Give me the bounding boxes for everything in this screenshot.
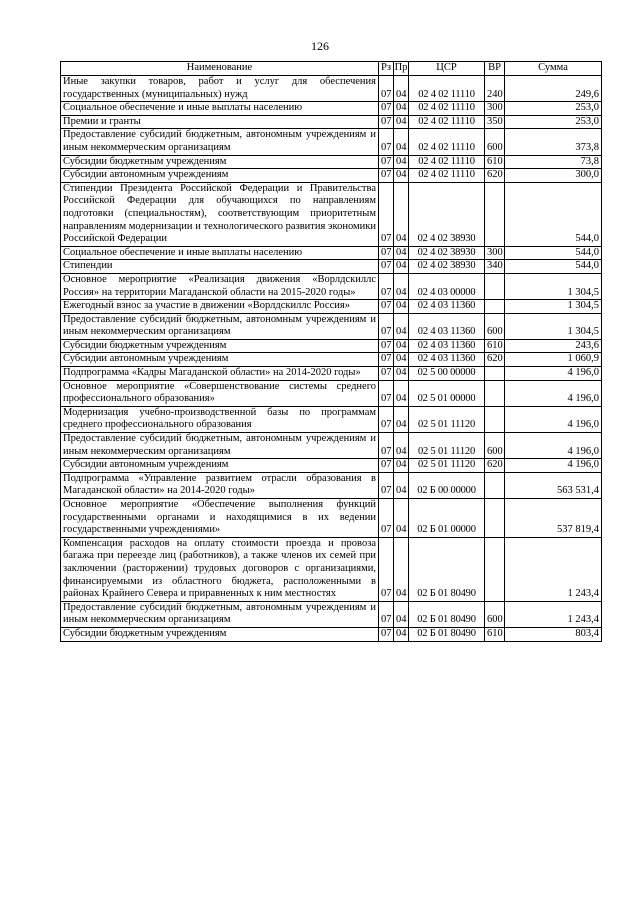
cell-rz: 07 <box>379 129 394 155</box>
cell-pr: 04 <box>394 537 409 601</box>
cell-name: Основное мероприятие «Обеспечение выполнения функций государственными органами и находящимися в их ведении государственными учреждениями» <box>61 499 379 538</box>
cell-pr: 04 <box>394 459 409 473</box>
budget-table <box>60 61 602 642</box>
cell-name: Предоставление субсидий бюджетным, автономным учреждениям и иным некоммерческим организациям <box>61 433 379 459</box>
table-row <box>61 601 602 627</box>
cell-csr: 02 5 00 00000 <box>409 367 485 381</box>
cell-pr: 04 <box>394 129 409 155</box>
cell-rz: 07 <box>379 601 394 627</box>
cell-name: Субсидии автономным учреждениям <box>61 169 379 183</box>
table-row <box>61 380 602 406</box>
header-rz: Рз <box>379 62 394 76</box>
cell-pr: 04 <box>394 380 409 406</box>
cell-sum: 4 196,0 <box>505 380 602 406</box>
cell-name: Предоставление субсидий бюджетным, автономным учреждениям и иным некоммерческим организациям <box>61 313 379 339</box>
cell-name: Субсидии бюджетным учреждениям <box>61 339 379 353</box>
cell-vr <box>485 406 505 432</box>
cell-vr: 610 <box>485 627 505 641</box>
cell-sum: 1 304,5 <box>505 313 602 339</box>
cell-rz: 07 <box>379 627 394 641</box>
table-row <box>61 76 602 102</box>
cell-csr: 02 4 03 11360 <box>409 313 485 339</box>
cell-csr: 02 4 02 11110 <box>409 155 485 169</box>
cell-pr: 04 <box>394 601 409 627</box>
table-row <box>61 300 602 314</box>
cell-vr <box>485 367 505 381</box>
cell-rz: 07 <box>379 300 394 314</box>
cell-sum: 544,0 <box>505 260 602 274</box>
cell-rz: 07 <box>379 499 394 538</box>
table-row <box>61 499 602 538</box>
cell-sum: 253,0 <box>505 115 602 129</box>
cell-pr: 04 <box>394 339 409 353</box>
table-row <box>61 433 602 459</box>
cell-vr: 610 <box>485 155 505 169</box>
cell-sum: 373,8 <box>505 129 602 155</box>
table-row <box>61 353 602 367</box>
cell-pr: 04 <box>394 353 409 367</box>
cell-vr: 600 <box>485 601 505 627</box>
table-row <box>61 472 602 498</box>
table-row <box>61 102 602 116</box>
table-row <box>61 169 602 183</box>
cell-name: Субсидии автономным учреждениям <box>61 353 379 367</box>
cell-vr: 620 <box>485 169 505 183</box>
cell-rz: 07 <box>379 115 394 129</box>
cell-vr: 240 <box>485 76 505 102</box>
cell-rz: 07 <box>379 76 394 102</box>
cell-pr: 04 <box>394 155 409 169</box>
cell-vr <box>485 182 505 246</box>
table-row <box>61 260 602 274</box>
cell-csr: 02 4 02 11110 <box>409 76 485 102</box>
cell-csr: 02 4 02 11110 <box>409 115 485 129</box>
cell-sum: 4 196,0 <box>505 406 602 432</box>
cell-vr: 610 <box>485 339 505 353</box>
cell-vr <box>485 472 505 498</box>
cell-pr: 04 <box>394 367 409 381</box>
cell-name: Премии и гранты <box>61 115 379 129</box>
cell-pr: 04 <box>394 433 409 459</box>
cell-csr: 02 5 01 00000 <box>409 380 485 406</box>
cell-name: Субсидии бюджетным учреждениям <box>61 155 379 169</box>
cell-sum: 243,6 <box>505 339 602 353</box>
cell-csr: 02 4 03 11360 <box>409 300 485 314</box>
cell-rz: 07 <box>379 246 394 260</box>
cell-name: Социальное обеспечение и иные выплаты населению <box>61 246 379 260</box>
cell-rz: 07 <box>379 313 394 339</box>
cell-pr: 04 <box>394 169 409 183</box>
cell-pr: 04 <box>394 102 409 116</box>
cell-rz: 07 <box>379 102 394 116</box>
cell-sum: 253,0 <box>505 102 602 116</box>
cell-pr: 04 <box>394 499 409 538</box>
cell-vr <box>485 537 505 601</box>
cell-csr: 02 5 01 11120 <box>409 433 485 459</box>
cell-csr: 02 4 03 00000 <box>409 273 485 299</box>
cell-name: Предоставление субсидий бюджетным, автономным учреждениям и иным некоммерческим организациям <box>61 601 379 627</box>
cell-sum: 544,0 <box>505 182 602 246</box>
cell-pr: 04 <box>394 406 409 432</box>
cell-pr: 04 <box>394 246 409 260</box>
cell-vr: 340 <box>485 260 505 274</box>
cell-vr: 600 <box>485 129 505 155</box>
cell-csr: 02 5 01 11120 <box>409 459 485 473</box>
table-row <box>61 459 602 473</box>
cell-vr: 350 <box>485 115 505 129</box>
cell-rz: 07 <box>379 406 394 432</box>
cell-rz: 07 <box>379 155 394 169</box>
cell-csr: 02 Б 01 00000 <box>409 499 485 538</box>
cell-name: Ежегодный взнос за участие в движении «Ворлдскиллс Россия» <box>61 300 379 314</box>
cell-sum: 1 304,5 <box>505 300 602 314</box>
cell-csr: 02 4 03 11360 <box>409 353 485 367</box>
cell-csr: 02 4 02 38930 <box>409 260 485 274</box>
cell-csr: 02 4 03 11360 <box>409 339 485 353</box>
cell-sum: 4 196,0 <box>505 459 602 473</box>
cell-vr <box>485 380 505 406</box>
table-row <box>61 537 602 601</box>
cell-name: Субсидии бюджетным учреждениям <box>61 627 379 641</box>
header-pr: Пр <box>394 62 409 76</box>
cell-pr: 04 <box>394 627 409 641</box>
cell-name: Иные закупки товаров, работ и услуг для обеспечения государственных (муниципальных) нужд <box>61 76 379 102</box>
cell-sum: 1 060,9 <box>505 353 602 367</box>
cell-sum: 1 243,4 <box>505 601 602 627</box>
cell-sum: 537 819,4 <box>505 499 602 538</box>
cell-vr: 600 <box>485 433 505 459</box>
cell-pr: 04 <box>394 76 409 102</box>
cell-vr: 300 <box>485 102 505 116</box>
header-vr: ВР <box>485 62 505 76</box>
cell-sum: 73,8 <box>505 155 602 169</box>
page-number: 126 <box>311 39 329 53</box>
cell-sum: 544,0 <box>505 246 602 260</box>
cell-csr: 02 4 02 38930 <box>409 182 485 246</box>
cell-sum: 4 196,0 <box>505 433 602 459</box>
table-row <box>61 273 602 299</box>
cell-name: Подпрограмма «Управление развитием отрасли образования в Магаданской области» на 2014-2020 годы» <box>61 472 379 498</box>
header-csr: ЦСР <box>409 62 485 76</box>
table-row <box>61 115 602 129</box>
cell-vr: 300 <box>485 246 505 260</box>
cell-vr <box>485 300 505 314</box>
cell-rz: 07 <box>379 433 394 459</box>
cell-pr: 04 <box>394 273 409 299</box>
cell-name: Основное мероприятие «Реализация движения «Ворлдскиллс Россия» на территории Магаданской области на 2015-2020 годы» <box>61 273 379 299</box>
table-row <box>61 339 602 353</box>
cell-vr <box>485 273 505 299</box>
cell-csr: 02 Б 01 80490 <box>409 601 485 627</box>
cell-sum: 300,0 <box>505 169 602 183</box>
table-row <box>61 627 602 641</box>
cell-name: Подпрограмма «Кадры Магаданской области» на 2014-2020 годы» <box>61 367 379 381</box>
cell-rz: 07 <box>379 339 394 353</box>
cell-name: Субсидии автономным учреждениям <box>61 459 379 473</box>
cell-pr: 04 <box>394 182 409 246</box>
cell-name: Основное мероприятие «Совершенствование системы среднего профессионального образования» <box>61 380 379 406</box>
cell-csr: 02 4 02 11110 <box>409 102 485 116</box>
cell-csr: 02 Б 01 80490 <box>409 537 485 601</box>
cell-rz: 07 <box>379 353 394 367</box>
table-row <box>61 313 602 339</box>
table-header-row <box>61 62 602 76</box>
cell-csr: 02 5 01 11120 <box>409 406 485 432</box>
cell-csr: 02 4 02 11110 <box>409 169 485 183</box>
header-name: Наименование <box>61 62 379 76</box>
cell-vr: 600 <box>485 313 505 339</box>
table-row <box>61 367 602 381</box>
cell-rz: 07 <box>379 182 394 246</box>
cell-name: Компенсация расходов на оплату стоимости проезда и провоза багажа при переезде лиц (работников), а также членов их семей при заключении (расторжении) трудовых договоров с организациями, финансируемыми из областного бюджета, расположенными в районах Крайнего Севера и приравненных к ним местностях <box>61 537 379 601</box>
cell-rz: 07 <box>379 380 394 406</box>
cell-sum: 1 304,5 <box>505 273 602 299</box>
cell-vr <box>485 499 505 538</box>
table-row <box>61 406 602 432</box>
cell-sum: 249,6 <box>505 76 602 102</box>
cell-pr: 04 <box>394 260 409 274</box>
cell-pr: 04 <box>394 115 409 129</box>
table-row <box>61 182 602 246</box>
cell-csr: 02 4 02 11110 <box>409 129 485 155</box>
table-row <box>61 155 602 169</box>
cell-sum: 803,4 <box>505 627 602 641</box>
cell-name: Социальное обеспечение и иные выплаты населению <box>61 102 379 116</box>
cell-rz: 07 <box>379 537 394 601</box>
cell-rz: 07 <box>379 472 394 498</box>
table-row <box>61 129 602 155</box>
cell-sum: 1 243,4 <box>505 537 602 601</box>
cell-rz: 07 <box>379 273 394 299</box>
header-sum: Сумма <box>505 62 602 76</box>
cell-vr: 620 <box>485 353 505 367</box>
cell-rz: 07 <box>379 169 394 183</box>
cell-pr: 04 <box>394 300 409 314</box>
cell-vr: 620 <box>485 459 505 473</box>
cell-csr: 02 Б 01 80490 <box>409 627 485 641</box>
cell-name: Стипендии Президента Российской Федерации и Правительства Российской Федерации для обучающихся по направлениям подготовки (специальностям), соответствующим приоритетным направлениям модернизации и технологического развития экономики Российской Федерации <box>61 182 379 246</box>
cell-pr: 04 <box>394 472 409 498</box>
cell-name: Стипендии <box>61 260 379 274</box>
cell-name: Предоставление субсидий бюджетным, автономным учреждениям и иным некоммерческим организациям <box>61 129 379 155</box>
table-row <box>61 246 602 260</box>
cell-csr: 02 Б 00 00000 <box>409 472 485 498</box>
cell-sum: 4 196,0 <box>505 367 602 381</box>
cell-pr: 04 <box>394 313 409 339</box>
cell-sum: 563 531,4 <box>505 472 602 498</box>
cell-csr: 02 4 02 38930 <box>409 246 485 260</box>
cell-rz: 07 <box>379 367 394 381</box>
cell-rz: 07 <box>379 260 394 274</box>
cell-name: Модернизация учебно-производственной базы по программам среднего профессионального образования <box>61 406 379 432</box>
cell-rz: 07 <box>379 459 394 473</box>
